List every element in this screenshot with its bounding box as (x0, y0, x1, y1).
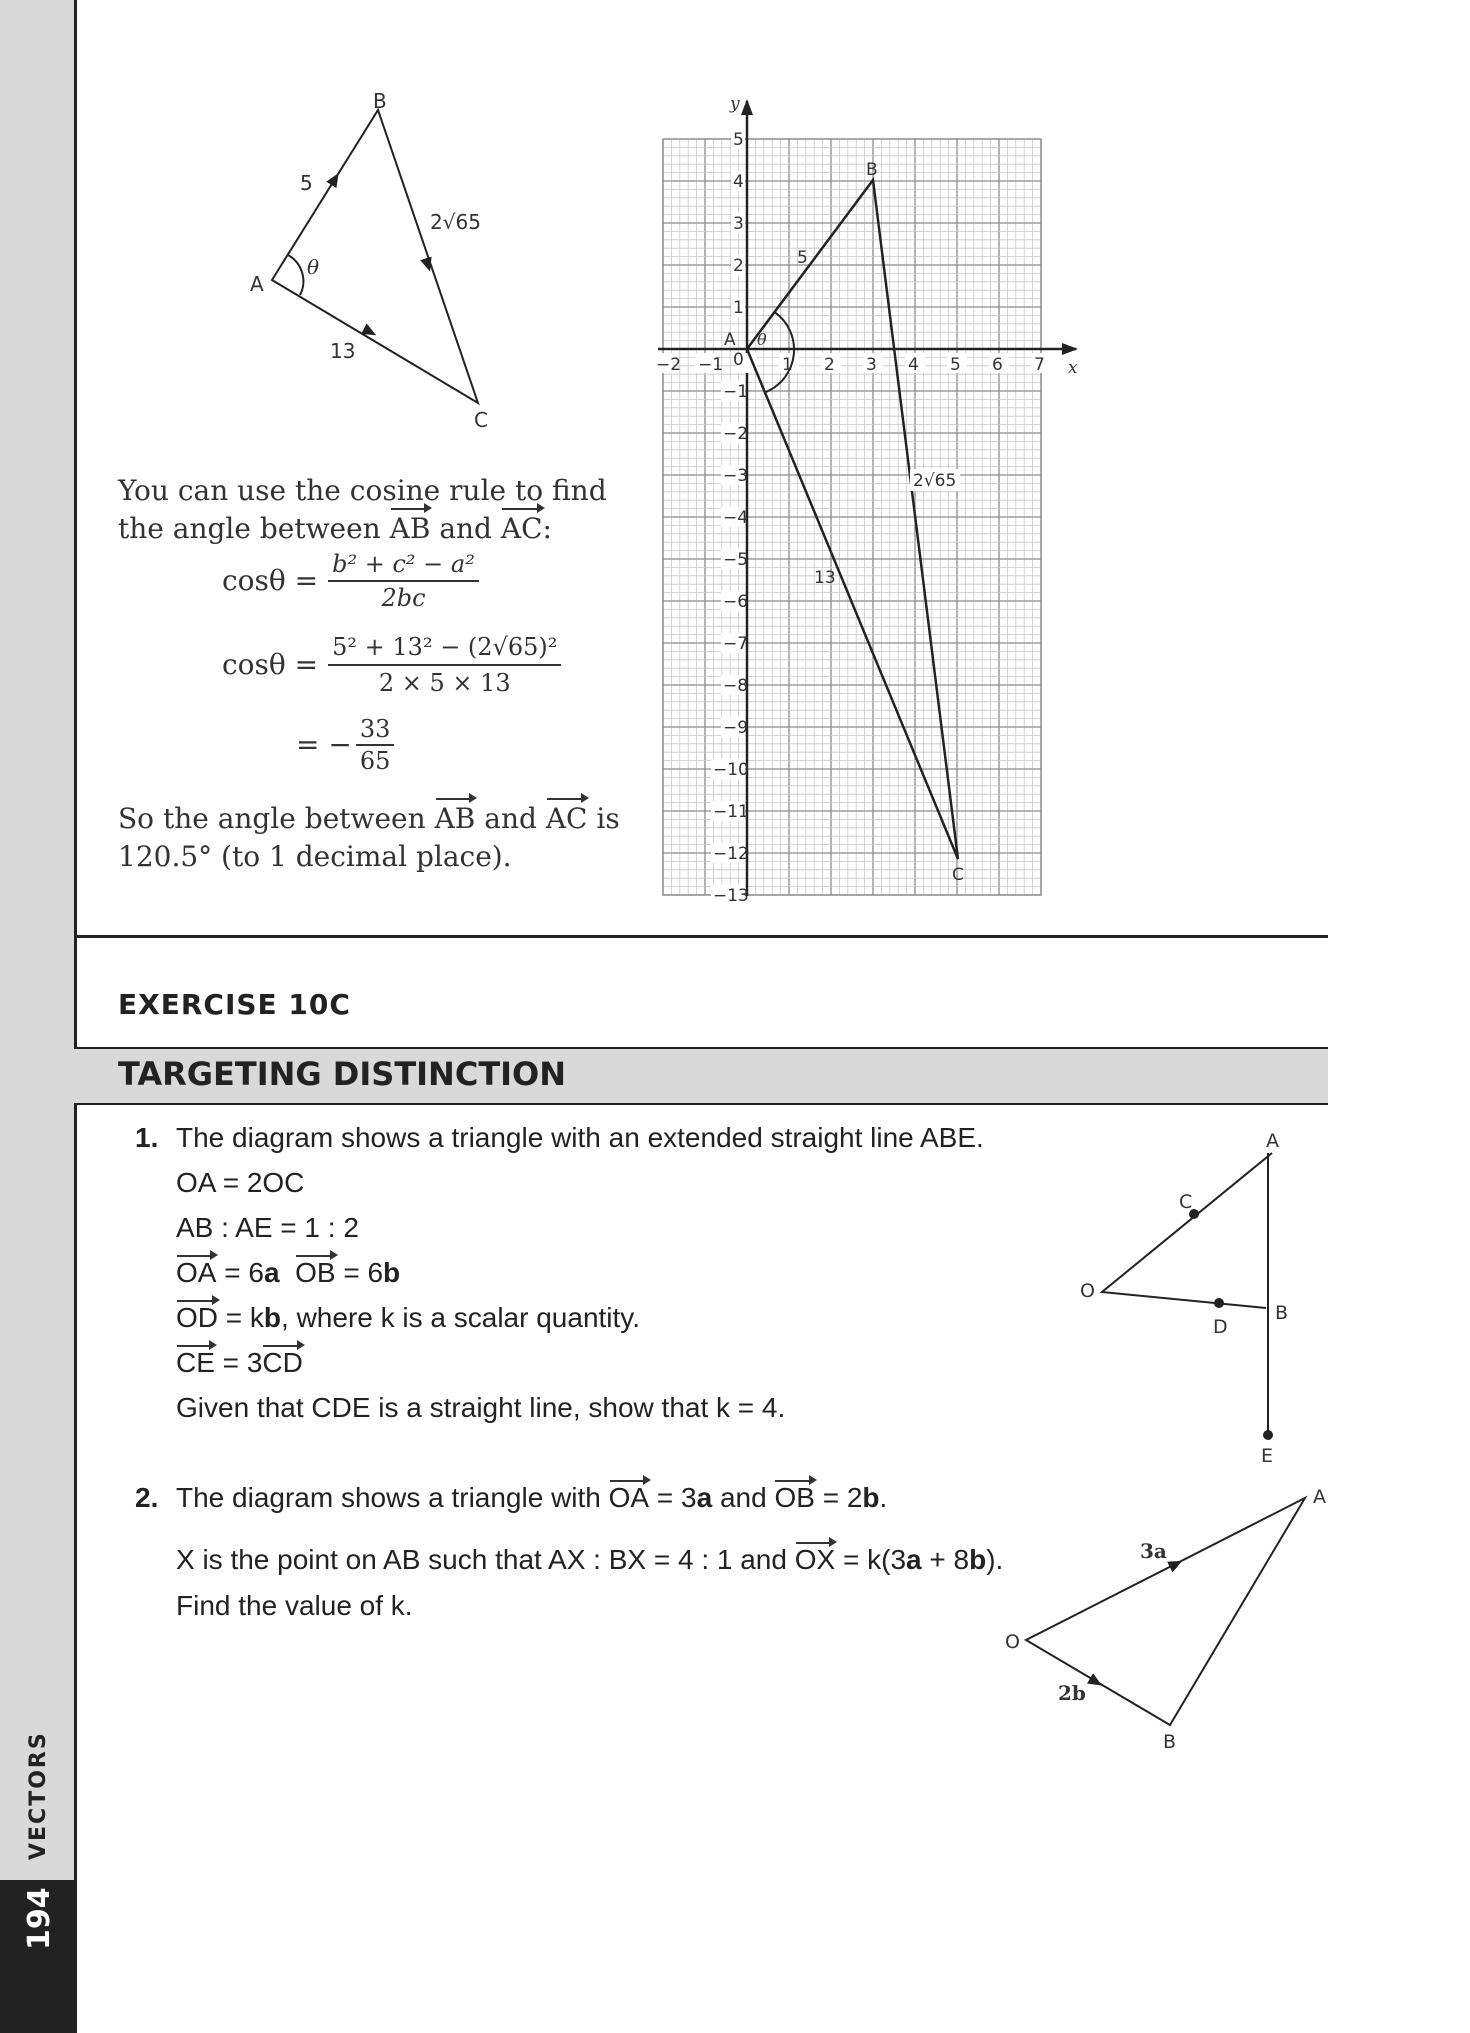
q1-line2: OA = 2OC (176, 1167, 305, 1198)
q2-label-a: A (1313, 1486, 1326, 1508)
q1-label-o: O (1080, 1280, 1095, 1302)
q2-label-b: B (1163, 1731, 1177, 1753)
q1-line6: CE = 3CD (176, 1347, 303, 1378)
q2-number: 2. (135, 1482, 159, 1513)
q2-label-o: O (1005, 1631, 1020, 1653)
q1-line7: Given that CDE is a straight line, show that k = 4. (176, 1392, 786, 1423)
q1-label-c: C (1179, 1191, 1193, 1213)
y-tick-label: −9 (723, 718, 749, 738)
y-tick-label: −11 (713, 802, 749, 822)
y-tick-label: −8 (723, 676, 749, 696)
vertex-c-label: C (474, 408, 488, 432)
cosine-intro-line1: You can use the cosine rule to find (118, 474, 607, 507)
y-tick-label: −7 (723, 634, 749, 654)
y-tick-label: 5 (733, 130, 744, 150)
q2-diagram (1000, 1480, 1330, 1755)
x-tick-label: −2 (656, 355, 682, 375)
q1-point-e (1263, 1430, 1273, 1440)
q1-diagram (1070, 1125, 1320, 1465)
coordinate-grid (640, 95, 1100, 910)
x-axis-label: x (1068, 358, 1078, 378)
triangle-diagram (230, 85, 530, 445)
x-tick-label: 6 (992, 355, 1003, 375)
equation-1: cosθ = $\frac{\text{b² + c² − a²}}{2bc}$ (222, 548, 479, 614)
theta-label: θ (307, 255, 320, 279)
x-tick-label: 0 (733, 350, 744, 370)
grid-label-ac: 13 (814, 568, 836, 588)
exercise-title: EXERCISE 10C (118, 988, 351, 1021)
grid-label-ab: 5 (797, 248, 808, 268)
x-tick-label: 4 (908, 355, 919, 375)
y-axis-label: y (730, 95, 740, 114)
theta-arc (288, 255, 303, 295)
x-tick-label: 3 (866, 355, 877, 375)
q1-label-d: D (1213, 1316, 1228, 1338)
grid-theta: θ (757, 330, 767, 349)
q1-line4: OA = 6a OB = 6b (176, 1257, 401, 1288)
q2-line3: Find the value of k. (176, 1590, 413, 1621)
y-tick-label: −5 (723, 550, 749, 570)
q1-line5: OD = kb, where k is a scalar quantity. (176, 1302, 640, 1333)
q2-label-2b: 2b (1058, 1681, 1086, 1705)
y-tick-label: −6 (723, 592, 749, 612)
side-ab-label: 5 (300, 171, 313, 195)
y-tick-label: −1 (723, 382, 749, 402)
grid-label-bc: 2√65 (913, 471, 957, 491)
y-tick-label: −13 (713, 886, 749, 906)
y-tick-label: 2 (733, 256, 744, 276)
vector-ab: AB (390, 510, 431, 548)
x-tick-label: 5 (950, 355, 961, 375)
targeting-band-label: TARGETING DISTINCTION (118, 1055, 567, 1093)
sidebar (0, 0, 77, 2033)
page-number: 194 (22, 1887, 57, 1950)
grid-point-a: A (724, 330, 736, 350)
section-divider (74, 935, 1328, 938)
triangle-outline (272, 110, 478, 403)
x-tick-label: 2 (824, 355, 835, 375)
side-ac-label: 13 (330, 339, 356, 363)
q1-oa-ob-lines (1102, 1153, 1272, 1308)
q1-number: 1. (135, 1122, 159, 1153)
vertex-a-label: A (250, 272, 264, 296)
y-tick-label: −2 (723, 424, 749, 444)
y-tick-label: 4 (733, 172, 744, 192)
q2-label-3a: 3a (1140, 1539, 1167, 1563)
grid-point-b: B (866, 160, 878, 180)
equation-3: = − $\frac{33}{65}$ (296, 714, 394, 776)
conclusion-line1: So the angle between AB and AC is (118, 800, 620, 838)
q1-label-a: A (1266, 1130, 1279, 1152)
y-tick-label: −12 (713, 844, 749, 864)
x-tick-label: 7 (1034, 355, 1045, 375)
q1-line3: AB : AE = 1 : 2 (176, 1212, 359, 1243)
y-tick-label: 3 (733, 214, 744, 234)
side-bc-label: 2√65 (430, 210, 481, 234)
q1-point-d (1214, 1298, 1224, 1308)
x-tick-label: 1 (782, 355, 793, 375)
y-tick-label: −10 (713, 760, 749, 780)
q2-line1: The diagram shows a triangle with OA = 3a and OB = 2b. (176, 1482, 888, 1513)
y-tick-label: −4 (723, 508, 749, 528)
q1-label-b: B (1275, 1302, 1289, 1324)
q1-label-e: E (1261, 1445, 1274, 1465)
conclusion-line2: 120.5° (to 1 decimal place). (118, 840, 512, 873)
cosine-intro-line2: the angle between AB and AC: (118, 510, 552, 548)
x-tick-label: −1 (698, 355, 724, 375)
vector-ac: AC (501, 510, 543, 548)
vertex-b-label: B (373, 89, 387, 113)
grid-point-c: C (952, 865, 964, 885)
chapter-label: VECTORS (26, 1731, 51, 1860)
y-tick-label: 1 (733, 298, 744, 318)
equation-2: cosθ = $\frac{\text{5² + 13² − (2√65)²}}{2 \times 5 \times 13}$ (222, 630, 561, 700)
band-bottom-rule (74, 1103, 1328, 1105)
q1-line1: The diagram shows a triangle with an extended straight line ABE. (176, 1122, 984, 1153)
y-tick-label: −3 (723, 466, 749, 486)
q2-line2: X is the point on AB such that AX : BX = 4 : 1 and OX = k(3a + 8b). (176, 1544, 1004, 1575)
